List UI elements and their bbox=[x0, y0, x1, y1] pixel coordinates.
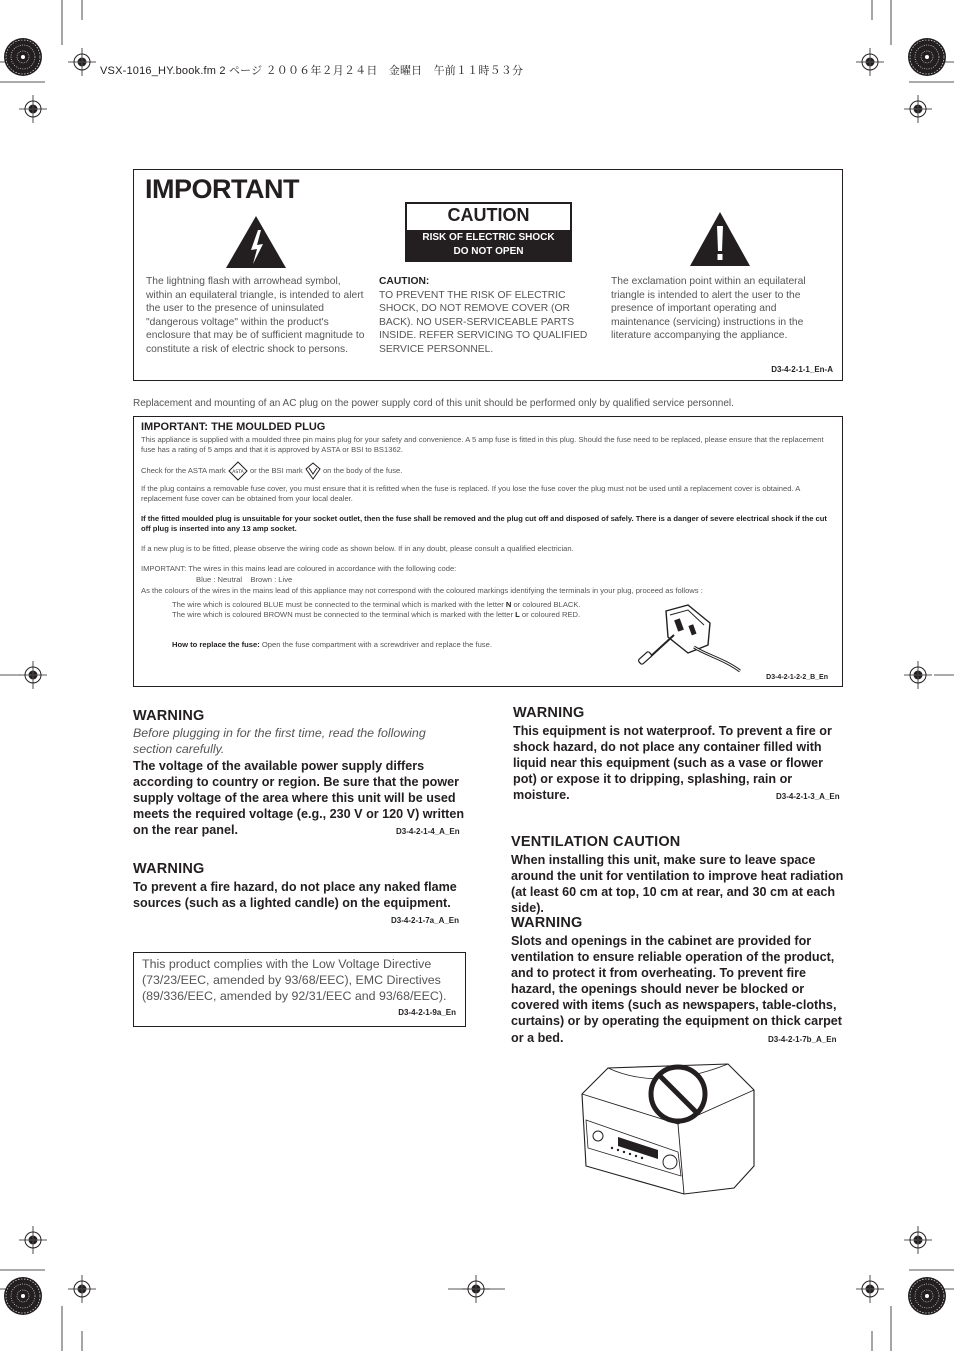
caution-band bbox=[407, 230, 570, 261]
brown-letter: L bbox=[515, 610, 520, 619]
ventilation-caution-text: When installing this unit, make sure to leave space around the unit for ventilation to improve heat radiation (at least 60 cm at top, 10 cm at rear, and 30 cm at each side). bbox=[511, 853, 844, 916]
plug-paragraph-3: If the fitted moulded plug is unsuitable for your socket outlet, then the fuse shall be removed and the plug cut off and disposed of safely. There is a danger of severe electrical shock if the cut off plug is inserted into any 13 amp socket. bbox=[141, 514, 827, 533]
wire-colour-codes: Blue : Neutral Brown : Live bbox=[196, 575, 293, 584]
fuse-text: Open the fuse compartment with a screwdriver and replace the fuse. bbox=[259, 640, 492, 649]
warning-heading-water: WARNING bbox=[513, 705, 585, 721]
warning-voltage-text: The voltage of the available power supply differs according to country or region. Be sure that the power supply voltage of the area where this unit will be used meets the required voltage (e.g., 230 V or 120 V) written on the rear panel. bbox=[133, 759, 465, 838]
caution-title: CAUTION bbox=[447, 205, 530, 225]
warning-heading-openings: WARNING bbox=[511, 915, 583, 931]
brown-text-a: The wire which is coloured BROWN must be connected to the terminal which is marked with the letter bbox=[172, 610, 516, 619]
plug-paragraph-2: If the plug contains a removable fuse cover, you must ensure that it is refitted when the fuse is replaced. If you lose the fuse cover the plug must not be used until a replacement cover is obtained. A replacement fuse cover can be obtained from your local dealer. bbox=[141, 484, 800, 503]
brown-text-b: or coloured RED. bbox=[519, 610, 581, 619]
prohibition-icon bbox=[651, 1067, 705, 1121]
plug-paragraph-4: If a new plug is to be fitted, please observe the wiring code as shown below. If in any doubt, please consult a qualified electrician. bbox=[141, 544, 574, 553]
asta-mark-icon bbox=[228, 461, 248, 481]
fuse-instruction bbox=[172, 640, 492, 650]
warning-openings-text: Slots and openings in the cabinet are provided for ventilation to ensure reliable operation of the product, and to protect it from overheating. To prevent fire hazard, the openings should never be blocked or covered with items (such as newspapers, table-cloths, curtains) or by operating the equipment on thick carpet or a bed. bbox=[511, 934, 842, 1045]
important-box bbox=[133, 169, 843, 381]
asta-mark-text: ASTA bbox=[232, 470, 244, 475]
moulded-plug-box bbox=[133, 416, 843, 687]
warning-water-code: D3-4-2-1-3_A_En bbox=[776, 792, 840, 801]
important-title: IMPORTANT bbox=[145, 174, 299, 204]
exclamation-warning-icon bbox=[688, 210, 752, 268]
brown-wire-instruction bbox=[172, 610, 580, 620]
fuse-label: How to replace the fuse: bbox=[172, 640, 260, 649]
low-voltage-directive-code: D3-4-2-1-9a_En bbox=[398, 1008, 456, 1017]
low-voltage-directive-box bbox=[133, 952, 466, 1027]
warning-fire-text: To prevent a fire hazard, do not place any naked flame sources (such as a lighted candle) on the equipment. bbox=[133, 880, 457, 911]
asta-check-line bbox=[141, 461, 831, 481]
lightning-description: The lightning flash with arrowhead symbol, within an equilateral triangle, is intended to alert the user to the presence of uninsulated "dangerous voltage" within the product's enclosure that may be of sufficient magnitude to constitute a risk of electric shock to persons. bbox=[146, 276, 365, 355]
plug-paragraph-1: This appliance is supplied with a moulded three pin mains plug for your safety and convenience. A 5 amp fuse is fitted in this plug. Should the fuse need to be replaced, please ensure that the replacement fuse has a rating of 5 amps and that it is approved by ASTA or BSI to BS1362. bbox=[141, 435, 824, 454]
blue-wire-instruction bbox=[172, 600, 581, 610]
warning-heading-fire: WARNING bbox=[133, 861, 205, 877]
warning-voltage-italic: Before plugging in for the first time, read the following section carefully. bbox=[133, 726, 426, 756]
file-header: VSX-1016_HY.book.fm 2 ページ ２００６年２月２４日 金曜日 午前１１時５３分 bbox=[100, 65, 524, 77]
exclamation-description: The exclamation point within an equilateral triangle is intended to alert the user to the presence of important operating and maintenance (servicing) instructions in the literature accompanying the appliance. bbox=[611, 276, 806, 342]
replacement-note: Replacement and mounting of an AC plug on the power supply cord of this unit should be performed only by qualified service personnel. bbox=[133, 398, 734, 409]
blue-text-a: The wire which is coloured BLUE must be connected to the terminal which is marked with the letter bbox=[172, 600, 506, 609]
plug-paragraph-6: As the colours of the wires in the mains lead of this appliance may not correspond with the coloured markings identifying the terminals in your plug, proceed as follows : bbox=[141, 586, 703, 595]
bsi-kitemark-icon bbox=[305, 462, 321, 480]
blue-text-b: or coloured BLACK. bbox=[511, 600, 581, 609]
plug-screwdriver-illustration bbox=[636, 601, 748, 673]
ventilation-caution-heading: VENTILATION CAUTION bbox=[511, 834, 681, 850]
warning-water-text: This equipment is not waterproof. To prevent a fire or shock hazard, do not place any container filled with liquid near this equipment (such as a vase or flower pot) or expose it to dripping, splashing, rain or moisture. bbox=[513, 724, 832, 803]
asta-text-a: Check for the ASTA mark bbox=[141, 466, 226, 475]
warning-heading-voltage: WARNING bbox=[133, 708, 205, 724]
important-code: D3-4-2-1-1_En-A bbox=[771, 365, 833, 374]
caution-label-box bbox=[405, 202, 572, 262]
blue-letter: N bbox=[505, 600, 512, 609]
plug-paragraph-5: IMPORTANT: The wires in this mains lead are coloured in accordance with the following code: bbox=[141, 564, 457, 573]
caution-band-line2: DO NOT OPEN bbox=[453, 246, 524, 257]
asta-text-b: or the BSI mark bbox=[249, 466, 303, 475]
low-voltage-directive-text: This product complies with the Low Voltage Directive (73/23/EEC, amended by 93/68/EEC), EMC Directives (89/336/EEC, amended by 92/31/EEC and 93/68/EEC). bbox=[142, 957, 447, 1003]
caution-heading: CAUTION: bbox=[379, 276, 430, 287]
warning-voltage-code: D3-4-2-1-4_A_En bbox=[396, 827, 460, 836]
warning-openings-code: D3-4-2-1-7b_A_En bbox=[768, 1035, 837, 1044]
asta-text-c: on the body of the fuse. bbox=[322, 466, 403, 475]
plug-title: IMPORTANT: THE MOULDED PLUG bbox=[141, 421, 326, 433]
caution-text: TO PREVENT THE RISK OF ELECTRIC SHOCK, DO NOT REMOVE COVER (OR BACK). NO USER-SERVICEABLE PARTS INSIDE. REFER SERVICING TO QUALIFIED SERVICE PERSONNEL. bbox=[379, 289, 588, 355]
warning-fire-code: D3-4-2-1-7a_A_En bbox=[391, 916, 460, 925]
plug-code: D3-4-2-1-2-2_B_En bbox=[766, 674, 828, 681]
caution-description bbox=[379, 275, 599, 357]
lightning-warning-icon bbox=[224, 214, 288, 270]
caution-band-line1: RISK OF ELECTRIC SHOCK bbox=[422, 232, 555, 243]
covered-receiver-illustration bbox=[578, 1060, 762, 1196]
